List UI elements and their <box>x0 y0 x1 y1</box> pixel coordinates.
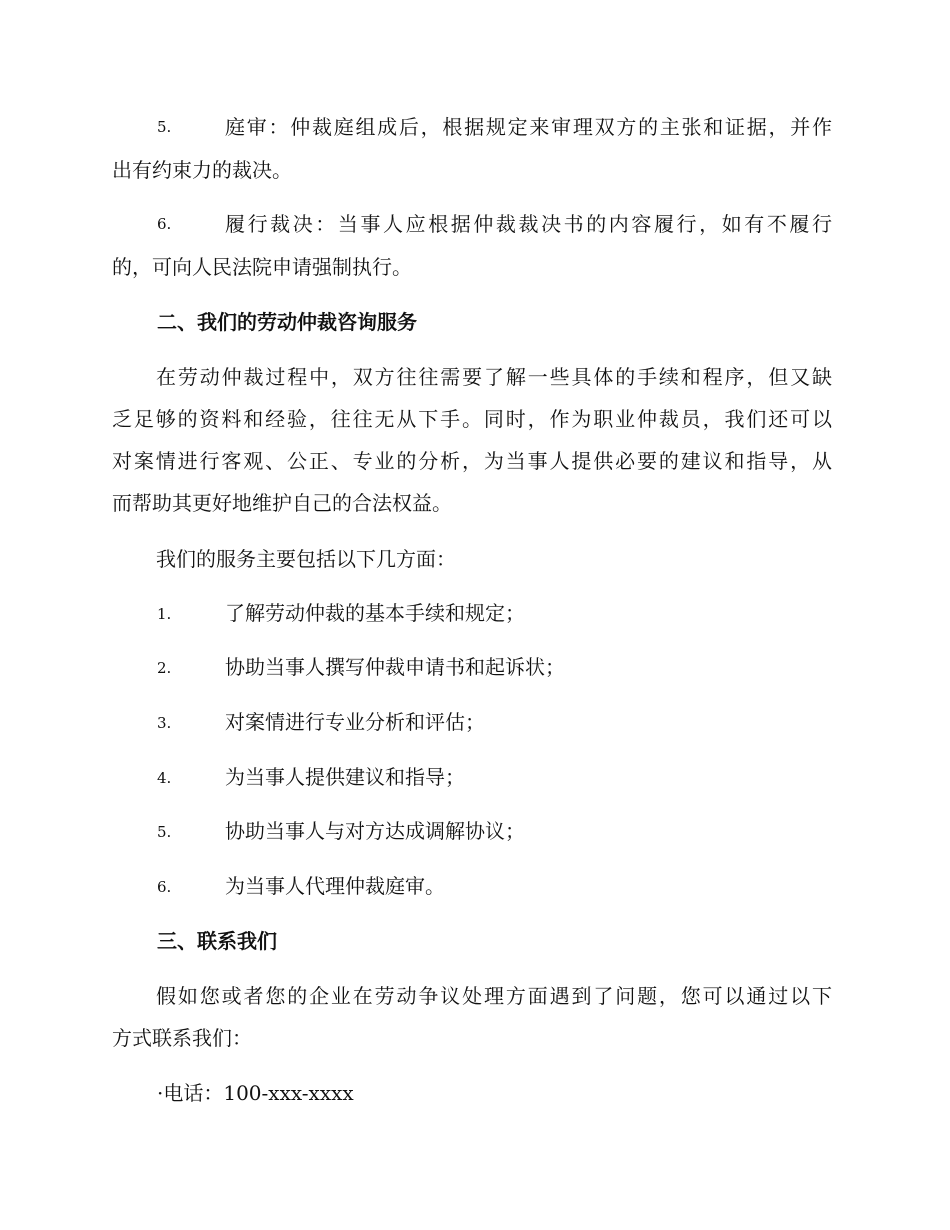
procedure-item-5-text-line1: 庭审：仲裁庭组成后，根据规定来审理双方的主张和证据，并作 <box>225 115 832 139</box>
procedure-item-6-text-line1: 履行裁决：当事人应根据仲裁裁决书的内容履行，如有不履行 <box>225 212 832 236</box>
service-item-text: 协助当事人撰写仲裁申请书和起诉状； <box>225 655 565 679</box>
service-item-number: 5. <box>157 823 172 841</box>
section-heading-services: 二、我们的劳动仲裁咨询服务 <box>157 310 417 334</box>
paragraph-line: 方式联系我们： <box>112 1026 252 1050</box>
paragraph-line: 在劳动仲裁过程中，双方往往需要了解一些具体的手续和程序，但又缺 <box>156 365 832 389</box>
contact-phone-label: 电话： <box>163 1081 224 1105</box>
service-item-number: 6. <box>157 878 172 896</box>
paragraph-line: 而帮助其更好地维护自己的合法权益。 <box>112 491 452 515</box>
service-item-number: 2. <box>157 659 172 677</box>
service-item-text: 为当事人代理仲裁庭审。 <box>225 874 445 898</box>
procedure-item-6-text-line2: 的，可向人民法院申请强制执行。 <box>112 255 412 279</box>
service-item-number: 1. <box>157 605 172 623</box>
contact-phone-value: 100-xxx-xxxx <box>223 1081 354 1105</box>
service-item-text: 协助当事人与对方达成调解协议； <box>225 819 525 843</box>
section-heading-contact: 三、联系我们 <box>157 929 277 953</box>
service-item-text: 对案情进行专业分析和评估； <box>225 710 485 734</box>
bullet-dot: · <box>157 1081 164 1105</box>
service-item-number: 3. <box>157 714 172 732</box>
contact-phone <box>157 1071 354 1115</box>
service-item-text: 为当事人提供建议和指导； <box>225 765 465 789</box>
procedure-item-6-number: 6. <box>157 215 172 233</box>
services-intro: 我们的服务主要包括以下几方面： <box>156 547 456 571</box>
service-item-text: 了解劳动仲裁的基本手续和规定； <box>225 601 525 625</box>
service-item-number: 4. <box>157 769 172 787</box>
paragraph-line: 乏足够的资料和经验，往往无从下手。同时，作为职业仲裁员，我们还可以 <box>112 407 832 431</box>
procedure-item-5-number: 5. <box>157 118 172 136</box>
paragraph-line: 对案情进行客观、公正、专业的分析，为当事人提供必要的建议和指导，从 <box>112 449 832 473</box>
paragraph-line: 假如您或者您的企业在劳动争议处理方面遇到了问题，您可以通过以下 <box>156 984 832 1008</box>
procedure-item-5-text-line2: 出有约束力的裁决。 <box>112 158 292 182</box>
